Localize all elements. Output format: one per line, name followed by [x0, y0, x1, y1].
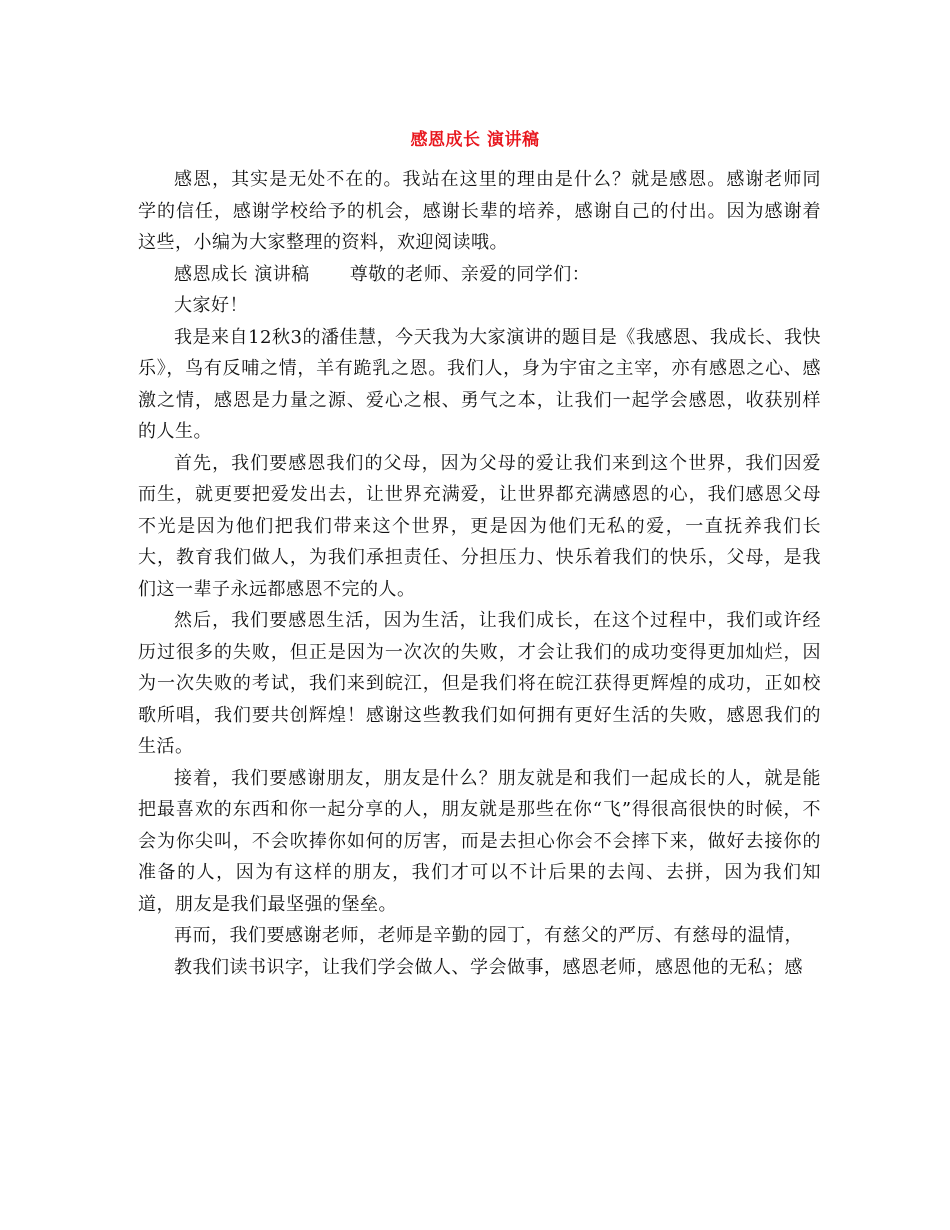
paragraph-friends: 接着，我们要感谢朋友，朋友是什么？朋友就是和我们一起成长的人，就是能把最喜欢的东西和你一起分享的人，朋友就是那些在你“飞”得很高很快的时候，不会为你尖叫，不会吹捧你如何的厉害，而是去担心你会不会摔下来，做好去接你的准备的人，因为有这样的朋友，我们才可以不计后果的去闯、去拼，因为我们知道，朋友是我们最坚强的堡垒。 — [138, 767, 821, 915]
paragraph-teachers-continued: 教我们读书识字，让我们学会做人、学会做事，感恩老师，感恩他的无私；感 — [174, 956, 803, 978]
paragraph-hello: 大家好！ — [174, 295, 248, 316]
paragraph-self-intro: 我是来自12秋3的潘佳慧，今天我为大家演讲的题目是《我感恩、我成长、我快乐》，鸟有反哺之情，羊有跪乳之恩。我们人，身为宇宙之主宰，亦有感恩之心、感激之情，感恩是力量之源、爱心之根、勇气之本，让我们一起学会感恩，收获别样的人生。 — [138, 326, 821, 442]
speech-title-inline: 感恩成长 演讲稿 — [174, 263, 310, 285]
paragraph-parents: 首先，我们要感恩我们的父母，因为父母的爱让我们来到这个世界，我们因爱而生，就更要把爱发出去，让世界充满爱，让世界都充满感恩的心，我们感恩父母不光是因为他们把我们带来这个世界，更是因为他们无私的爱，一直抚养我们长大，教育我们做人，为我们承担责任、分担压力、快乐着我们的快乐，父母，是我们这一辈子永远都感恩不完的人。 — [138, 452, 821, 600]
document-title: 感恩成长 演讲稿 — [410, 130, 540, 150]
paragraph-teachers: 再而，我们要感谢老师，老师是辛勤的园丁，有慈父的严厉、有慈母的温情， — [174, 925, 803, 946]
paragraph-life: 然后，我们要感恩生活，因为生活，让我们成长，在这个过程中，我们或许经历过很多的失败，但正是因为一次次的失败，才会让我们的成功变得更加灿烂，因为一次失败的考试，我们来到皖江，但是我们将在皖江获得更辉煌的成功，正如校歌所唱，我们要共创辉煌！感谢这些教我们如何拥有更好生活的失败，感恩我们的生活。 — [138, 610, 821, 757]
document-body — [138, 164, 821, 983]
greeting-audience: 尊敬的老师、亲爱的同学们： — [349, 263, 591, 285]
paragraph-salutation — [138, 259, 821, 291]
paragraph-intro: 感恩，其实是无处不在的。我站在这里的理由是什么？就是感恩。感谢老师同学的信任，感谢学校给予的机会，感谢长辈的培养，感谢自己的付出。因为感谢着这些，小编为大家整理的资料，欢迎阅读哦。 — [138, 169, 821, 253]
